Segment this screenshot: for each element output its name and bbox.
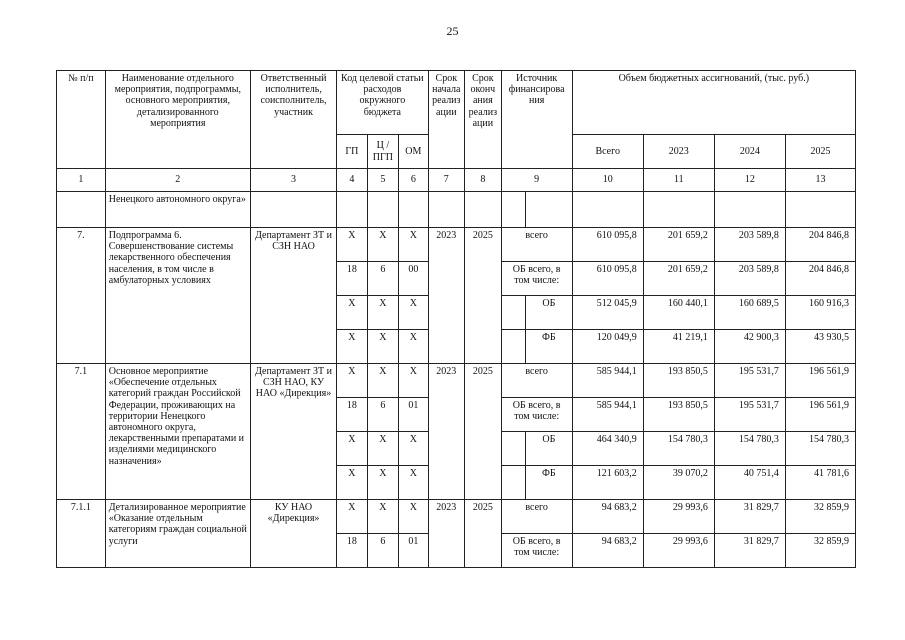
- source-indent: [501, 330, 525, 364]
- header-source: Источник финансирова ния: [501, 71, 572, 169]
- amount-2023: 29 993,6: [643, 500, 714, 534]
- amount-2025: 204 846,8: [785, 262, 855, 296]
- code-cpgp: 6: [367, 398, 398, 432]
- source: ОБ: [525, 432, 572, 466]
- amount-2023: 201 659,2: [643, 262, 714, 296]
- item-end: 2025: [465, 500, 502, 568]
- table-row: [57, 228, 856, 262]
- continuation-text: Ненецкого автономного округа»: [105, 192, 250, 228]
- source: всего: [501, 500, 572, 534]
- amount-2023: 201 659,2: [643, 228, 714, 262]
- item-name: Подпрограмма 6. Совершенствование системы лекарственного обеспечения населения, в том числе в амбулаторных условиях: [105, 228, 250, 364]
- source: ФБ: [525, 466, 572, 500]
- amount-2024: 42 900,3: [714, 330, 785, 364]
- col-number: 8: [465, 169, 502, 192]
- page-number: 25: [446, 24, 459, 38]
- item-number: 7.1.1: [57, 500, 106, 568]
- item-number: 7.1: [57, 364, 106, 500]
- col-number: 3: [250, 169, 336, 192]
- amount-2023: 154 780,3: [643, 432, 714, 466]
- amount-2025: 32 859,9: [785, 500, 855, 534]
- amount-2024: 195 531,7: [714, 364, 785, 398]
- code-gp: 18: [337, 534, 367, 568]
- table-row: [57, 500, 856, 534]
- amount-total: 585 944,1: [572, 364, 643, 398]
- source: ОБ всего, в том числе:: [501, 262, 572, 296]
- item-responsible: Департамент ЗТ и СЗН НАО: [250, 228, 336, 364]
- header-end: Срок оконч ания реализ ации: [465, 71, 502, 169]
- amount-total: 512 045,9: [572, 296, 643, 330]
- amount-2023: 39 070,2: [643, 466, 714, 500]
- amount-total: 121 603,2: [572, 466, 643, 500]
- amount-2023: 193 850,5: [643, 398, 714, 432]
- code-om: Х: [399, 364, 428, 398]
- amount-2024: 154 780,3: [714, 432, 785, 466]
- col-number: 12: [714, 169, 785, 192]
- code-gp: Х: [337, 330, 367, 364]
- amount-2024: 40 751,4: [714, 466, 785, 500]
- col-number: 10: [572, 169, 643, 192]
- source-indent: [501, 296, 525, 330]
- amount-2025: 32 859,9: [785, 534, 855, 568]
- code-gp: Х: [337, 432, 367, 466]
- source: ОБ всего, в том числе:: [501, 534, 572, 568]
- code-cpgp: Х: [367, 364, 398, 398]
- table-row: [57, 364, 856, 398]
- amount-total: 120 049,9: [572, 330, 643, 364]
- amount-total: 94 683,2: [572, 500, 643, 534]
- budget-table: [56, 70, 856, 568]
- header-total: Всего: [572, 135, 643, 169]
- amount-total: 610 095,8: [572, 262, 643, 296]
- source: всего: [501, 364, 572, 398]
- code-gp: 18: [337, 262, 367, 296]
- amount-2024: 203 589,8: [714, 262, 785, 296]
- header-num: № п/п: [57, 71, 106, 169]
- amount-2025: 196 561,9: [785, 398, 855, 432]
- amount-total: 610 095,8: [572, 228, 643, 262]
- code-om: 01: [399, 534, 428, 568]
- code-om: 01: [399, 398, 428, 432]
- col-number: 9: [501, 169, 572, 192]
- header-name: Наименование отдельного мероприятия, подпрограммы, основного мероприятия, детализированного мероприятия: [105, 71, 250, 169]
- item-end: 2025: [465, 228, 502, 364]
- col-number: 2: [105, 169, 250, 192]
- col-number: 7: [428, 169, 465, 192]
- amount-2025: 43 930,5: [785, 330, 855, 364]
- header-om: ОМ: [399, 135, 428, 169]
- code-om: Х: [399, 432, 428, 466]
- amount-2024: 160 689,5: [714, 296, 785, 330]
- item-start: 2023: [428, 364, 465, 500]
- code-gp: Х: [337, 466, 367, 500]
- amount-total: 585 944,1: [572, 398, 643, 432]
- amount-2023: 41 219,1: [643, 330, 714, 364]
- code-cpgp: Х: [367, 330, 398, 364]
- item-name: Детализированное мероприятие «Оказание отдельным категориям граждан социальной услуги: [105, 500, 250, 568]
- code-cpgp: Х: [367, 296, 398, 330]
- source: всего: [501, 228, 572, 262]
- code-om: Х: [399, 330, 428, 364]
- code-gp: Х: [337, 296, 367, 330]
- amount-2023: 160 440,1: [643, 296, 714, 330]
- header-cpgp: Ц / ПГП: [367, 135, 398, 169]
- col-number: 11: [643, 169, 714, 192]
- header-gp: ГП: [337, 135, 367, 169]
- amount-total: 464 340,9: [572, 432, 643, 466]
- amount-total: 94 683,2: [572, 534, 643, 568]
- source-indent: [501, 466, 525, 500]
- code-om: Х: [399, 296, 428, 330]
- header-2024: 2024: [714, 135, 785, 169]
- col-number: 6: [399, 169, 428, 192]
- col-number: 4: [337, 169, 367, 192]
- amount-2023: 193 850,5: [643, 364, 714, 398]
- code-cpgp: Х: [367, 500, 398, 534]
- code-gp: Х: [337, 500, 367, 534]
- source-indent: [501, 432, 525, 466]
- col-number: 5: [367, 169, 398, 192]
- amount-2025: 41 781,6: [785, 466, 855, 500]
- code-gp: Х: [337, 228, 367, 262]
- code-om: 00: [399, 262, 428, 296]
- amount-2024: 203 589,8: [714, 228, 785, 262]
- item-number: 7.: [57, 228, 106, 364]
- item-start: 2023: [428, 228, 465, 364]
- item-end: 2025: [465, 364, 502, 500]
- source: ОБ всего, в том числе:: [501, 398, 572, 432]
- code-cpgp: Х: [367, 466, 398, 500]
- amount-2025: 160 916,3: [785, 296, 855, 330]
- amount-2024: 31 829,7: [714, 500, 785, 534]
- amount-2025: 154 780,3: [785, 432, 855, 466]
- item-responsible: Департамент ЗТ и СЗН НАО, КУ НАО «Дирекция»: [250, 364, 336, 500]
- col-number: 1: [57, 169, 106, 192]
- header-code: Код целевой статьи расходов окружного бюджета: [337, 71, 428, 135]
- code-cpgp: 6: [367, 262, 398, 296]
- source: ОБ: [525, 296, 572, 330]
- amount-2024: 31 829,7: [714, 534, 785, 568]
- amount-2023: 29 993,6: [643, 534, 714, 568]
- item-responsible: КУ НАО «Дирекция»: [250, 500, 336, 568]
- code-cpgp: 6: [367, 534, 398, 568]
- item-name: Основное мероприятие «Обеспечение отдельных категорий граждан Российской Федерации, проживающих на территории Ненецкого автономного округа, лекарственными препаратами и изделиями медицинского назначения»: [105, 364, 250, 500]
- header-responsible: Ответственный исполнитель, соисполнитель, участник: [250, 71, 336, 169]
- amount-2024: 195 531,7: [714, 398, 785, 432]
- code-om: Х: [399, 228, 428, 262]
- code-gp: 18: [337, 398, 367, 432]
- code-om: Х: [399, 500, 428, 534]
- code-om: Х: [399, 466, 428, 500]
- code-cpgp: Х: [367, 228, 398, 262]
- column-number-row: [57, 169, 856, 192]
- header-2023: 2023: [643, 135, 714, 169]
- amount-2025: 196 561,9: [785, 364, 855, 398]
- item-start: 2023: [428, 500, 465, 568]
- source: ФБ: [525, 330, 572, 364]
- code-cpgp: Х: [367, 432, 398, 466]
- header-2025: 2025: [785, 135, 855, 169]
- header-start: Срок начала реализ ации: [428, 71, 465, 169]
- col-number: 13: [785, 169, 855, 192]
- continuation-row: [57, 192, 856, 228]
- header-volume: Объем бюджетных ассигнований, (тыс. руб.): [572, 71, 855, 135]
- amount-2025: 204 846,8: [785, 228, 855, 262]
- code-gp: Х: [337, 364, 367, 398]
